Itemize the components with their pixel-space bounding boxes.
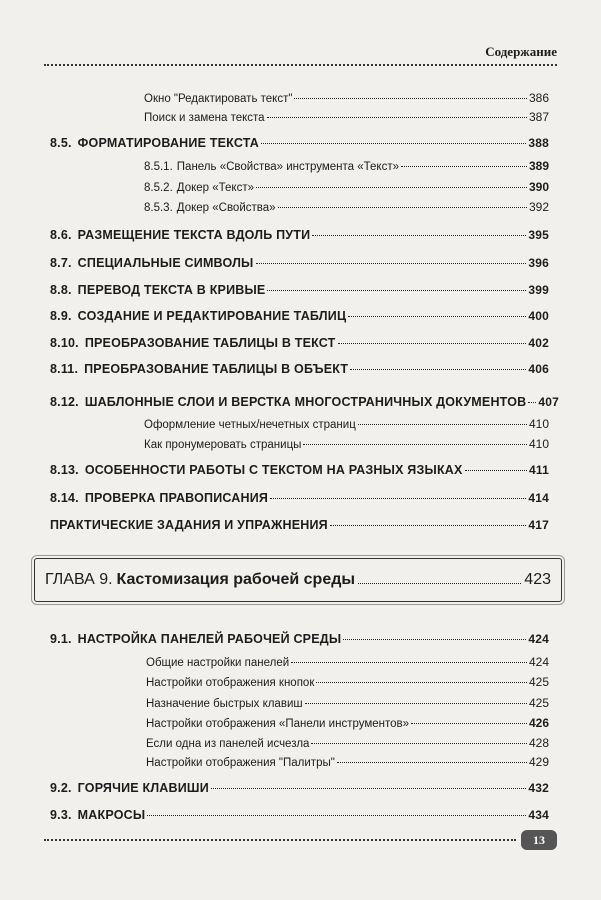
toc-entry-page: 406 [528,362,549,376]
toc-entry[interactable] [144,417,549,431]
toc-entry-title: Докер «Свойства» [176,202,276,214]
toc-entry-page: 414 [528,491,549,505]
toc-entry-title: Если одна из панелей исчезла [146,738,310,750]
toc-entry[interactable] [144,159,549,173]
toc-entry-title: Настройки отображения «Панели инструментов» [146,718,410,730]
toc-entry-page: 410 [528,417,549,431]
toc-entry-page: 399 [528,283,549,297]
toc-entry-title: НАСТРОЙКА ПАНЕЛЕЙ РАБОЧЕЙ СРЕДЫ [77,632,342,646]
toc-entry[interactable] [50,362,549,376]
toc-entry-title: Как пронумеровать страницы [144,439,302,451]
toc-entry-page: 425 [528,675,549,689]
toc-entry-number: 8.13. [50,463,79,477]
toc-entry-title: ПРЕОБРАЗОВАНИЕ ТАБЛИЦЫ В ОБЪЕКТ [84,362,349,376]
toc-entry-page: 432 [528,781,549,795]
toc-entry-number: 8.9. [50,309,72,323]
toc-entry-title: Назначение быстрых клавиш [146,698,303,710]
toc-entry-number: 8.10. [50,336,79,350]
toc-entry-number: 8.14. [50,491,79,505]
toc-entry-title: Оформление четных/нечетных страниц [144,419,356,431]
toc-entry-title: Настройки отображения "Палитры" [146,757,335,769]
toc-entry-number: 8.7. [50,256,72,270]
toc-entry[interactable] [50,136,549,150]
toc-entry[interactable] [50,491,549,505]
toc-entry[interactable] [144,437,549,451]
toc-entry[interactable] [50,283,549,297]
toc-entry[interactable] [50,336,549,350]
toc-entry-page: 387 [528,110,549,124]
toc-entry-title: СОЗДАНИЕ И РЕДАКТИРОВАНИЕ ТАБЛИЦ [77,309,347,323]
toc-entry[interactable] [144,200,549,214]
toc-entry-title: ПРЕОБРАЗОВАНИЕ ТАБЛИЦЫ В ТЕКСТ [84,336,336,350]
toc-entry-number: 8.5.1. [144,161,173,173]
toc-entry-page: 424 [528,632,549,646]
page-number-badge: 13 [521,830,557,850]
toc-entry-number: 8.5.2. [144,182,173,194]
toc-entry[interactable] [50,518,549,532]
toc-entry[interactable] [50,309,549,323]
toc-entry-title: РАЗМЕЩЕНИЕ ТЕКСТА ВДОЛЬ ПУТИ [77,228,311,242]
toc-entry-page: 386 [528,91,549,105]
toc-entry-number: 8.11. [50,362,79,376]
toc-entry-number: 8.5.3. [144,202,173,214]
toc-entry-title: Общие настройки панелей [146,657,290,669]
toc-entry-page: 395 [528,228,549,242]
toc-entry-title: ГОРЯЧИЕ КЛАВИШИ [77,781,209,795]
toc-entry-page: 390 [528,180,549,194]
chapter-heading[interactable] [34,558,562,602]
toc-entry-page: 426 [528,716,549,730]
toc-entry-page: 410 [528,437,549,451]
toc-entry-title: ОСОБЕННОСТИ РАБОТЫ С ТЕКСТОМ НА РАЗНЫХ ЯЗЫКАХ [84,463,463,477]
toc-entry-title: ФОРМАТИРОВАНИЕ ТЕКСТА [77,136,260,150]
toc-entry-page: 407 [538,395,559,409]
toc-entry-page: 411 [529,463,549,477]
toc-entry-title: Настройки отображения кнопок [146,677,315,689]
toc-entry[interactable] [50,256,549,270]
footer-divider [44,839,516,841]
toc-entry[interactable] [146,716,549,730]
toc-entry-title: Докер «Текст» [176,182,254,194]
toc-entry-page: 434 [528,808,549,822]
toc-entry[interactable] [146,655,549,669]
toc-entry-page: 429 [528,755,549,769]
toc-entry-title: ПРОВЕРКА ПРАВОПИСАНИЯ [84,491,269,505]
toc-entry-page: 392 [528,200,549,214]
toc-entry[interactable] [50,228,549,242]
toc-entry-title: ШАБЛОННЫЕ СЛОИ И ВЕРСТКА МНОГОСТРАНИЧНЫХ ДОКУМЕНТОВ [84,395,527,409]
toc-entry-page: 417 [528,518,549,532]
toc-entry[interactable] [144,91,549,105]
toc-entry[interactable] [146,736,549,750]
toc-entry-page: 425 [528,696,549,710]
toc-entry-title: ПРАКТИЧЕСКИЕ ЗАДАНИЯ И УПРАЖНЕНИЯ [50,518,328,532]
toc-entry[interactable] [144,180,549,194]
toc-entry-title: МАКРОСЫ [77,808,146,822]
toc-entry-title: Поиск и замена текста [144,112,265,124]
toc-entry[interactable] [50,781,549,795]
toc-entry-page: 400 [528,309,549,323]
toc-entry-number: 8.8. [50,283,72,297]
running-header: Содержание [485,44,557,59]
chapter-page: 423 [524,571,551,588]
toc-entry[interactable] [50,395,559,409]
toc-entry-number: 8.5. [50,136,72,150]
chapter-label: ГЛАВА 9. [45,571,113,588]
chapter-title: Кастомизация рабочей среды [116,571,356,588]
header-divider [44,64,557,66]
toc-entry[interactable] [146,696,549,710]
toc-entry[interactable] [146,675,549,689]
toc-entry-page: 428 [528,736,549,750]
toc-entry-page: 424 [528,655,549,669]
toc-entry-title: ПЕРЕВОД ТЕКСТА В КРИВЫЕ [77,283,266,297]
toc-entry-number: 9.1. [50,632,72,646]
toc-entry[interactable] [50,632,549,646]
toc-entry-page: 388 [528,136,549,150]
toc-entry-number: 8.6. [50,228,72,242]
toc-entry-number: 9.3. [50,808,72,822]
toc-entry[interactable] [50,808,549,822]
toc-entry[interactable] [50,463,549,477]
toc-entry-title: СПЕЦИАЛЬНЫЕ СИМВОЛЫ [77,256,254,270]
toc-entry-number: 8.12. [50,395,79,409]
toc-entry-page: 389 [528,159,549,173]
toc-entry-page: 402 [528,336,549,350]
toc-entry-number: 9.2. [50,781,72,795]
toc-entry-title: Панель «Свойства» инструмента «Текст» [176,161,399,173]
toc-entry-title: Окно "Редактировать текст" [144,93,293,105]
toc-entry[interactable] [144,110,549,124]
toc-entry[interactable] [146,755,549,769]
toc-entry-page: 396 [528,256,549,270]
